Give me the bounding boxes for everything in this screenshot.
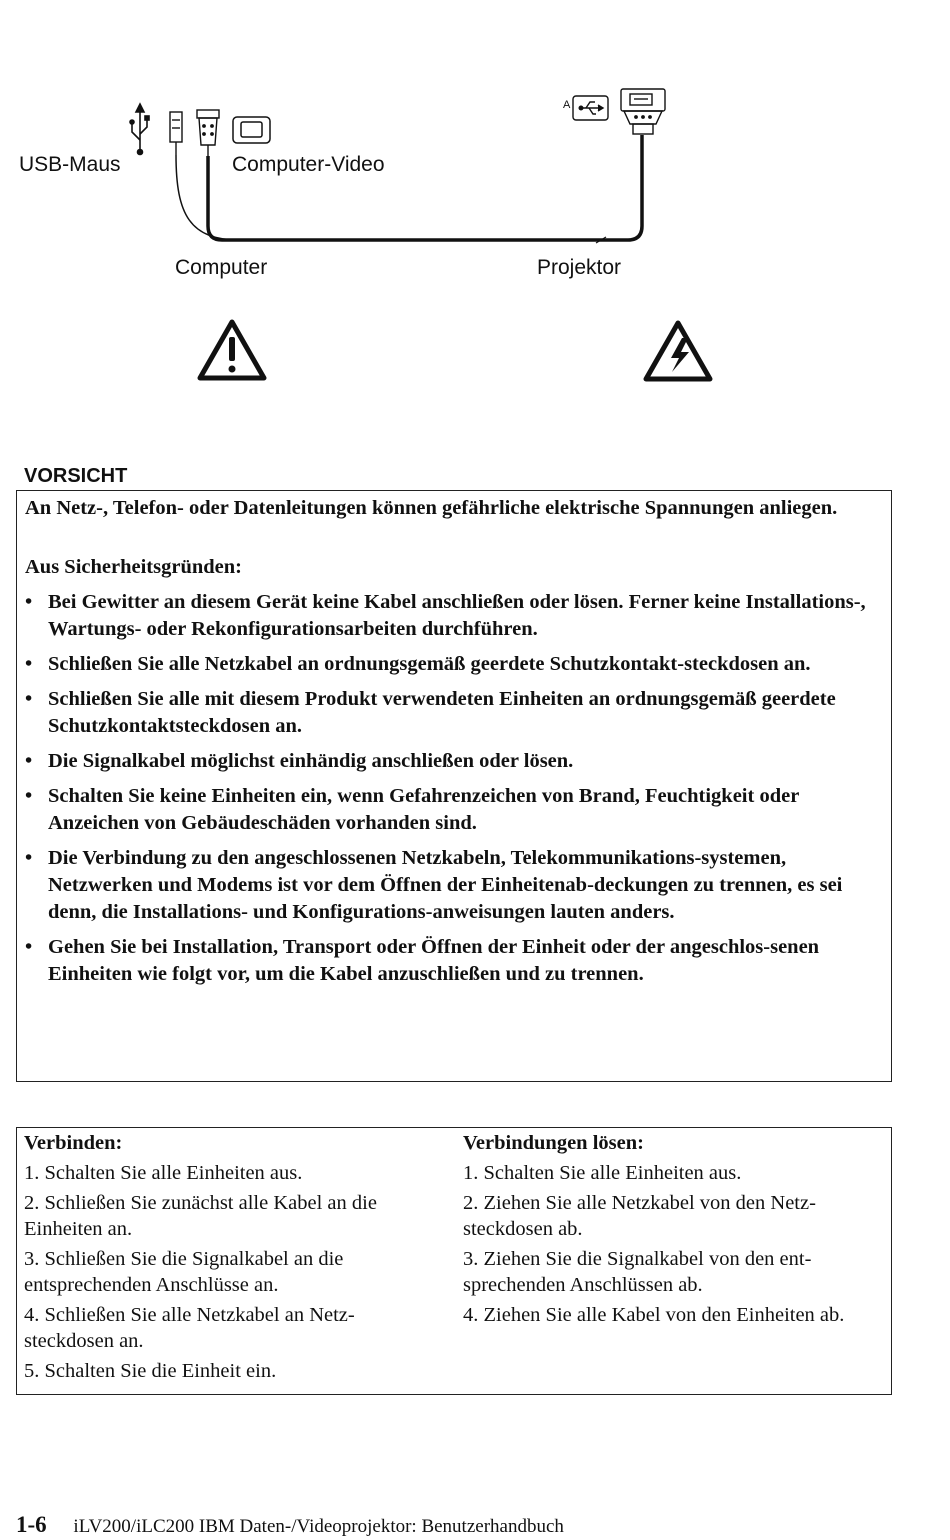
list-item: • Schließen Sie alle mit diesem Produkt verwendeten Einheiten an ordnungsgemäß geerdete Schutzkontaktsteckdosen an.	[25, 686, 881, 740]
m1-connector-icon	[621, 89, 665, 134]
electrical-hazard-icon	[646, 323, 710, 379]
usb-mouse-label: USB-Maus	[19, 153, 121, 176]
list-item: • Gehen Sie bei Installation, Transport oder Öffnen der Einheit oder der angeschlos-senen Einheiten wie folgt vor, um die Kabel anzuschließen und zu trennen.	[25, 934, 881, 988]
safety-list	[25, 589, 881, 988]
list-item: 1. Schalten Sie alle Einheiten aus.	[24, 1162, 303, 1184]
connect-heading: Verbinden:	[24, 1132, 123, 1154]
procedure-box	[16, 1127, 892, 1395]
list-item: • Bei Gewitter an diesem Gerät keine Kabel anschließen oder lösen. Ferner keine Installations-, Wartungs- oder Rekonfigurationsarbeiten durchführen.	[25, 589, 881, 643]
usb-port-icon	[573, 96, 608, 120]
page-number: 1-6	[16, 1512, 47, 1537]
list-item: • Schließen Sie alle Netzkabel an ordnungsgemäß geerdete Schutzkontakt-steckdosen an.	[25, 651, 881, 678]
disconnect-heading: Verbindungen lösen:	[463, 1132, 644, 1154]
list-item: 1. Schalten Sie alle Einheiten aus.	[463, 1162, 742, 1184]
caution-box	[16, 490, 892, 1082]
projector-label: Projektor	[537, 256, 622, 279]
list-item: 4. Ziehen Sie alle Kabel von den Einheiten ab.	[463, 1304, 845, 1326]
cables	[176, 135, 642, 243]
usb-icon	[130, 104, 149, 155]
port-a-label: A	[563, 99, 571, 111]
usb-connector-icon	[170, 112, 182, 155]
monitor-icon	[233, 117, 270, 143]
connection-diagram	[0, 0, 950, 400]
vga-connector-icon	[197, 110, 219, 156]
list-item: 4. Schließen Sie alle Netzkabel an Netz-steckdosen an.	[24, 1304, 355, 1352]
safety-heading: Aus Sicherheitsgründen:	[25, 556, 242, 578]
connection-diagram-svg	[0, 0, 950, 400]
list-item: 3. Ziehen Sie die Signalkabel von den ent-sprechenden Anschlüssen ab.	[463, 1248, 812, 1296]
computer-video-label: Computer-Video	[232, 153, 385, 176]
list-item: 5. Schalten Sie die Einheit ein.	[24, 1360, 277, 1382]
page-footer	[16, 1512, 564, 1538]
caution-heading: VORSICHT	[24, 465, 128, 487]
list-item: • Schalten Sie keine Einheiten ein, wenn Gefahrenzeichen von Brand, Feuchtigkeit oder Anzeichen von Gebäudeschäden vorhanden sind.	[25, 783, 881, 837]
caution-icon	[200, 322, 264, 378]
list-item: 2. Schließen Sie zunächst alle Kabel an die Einheiten an.	[24, 1192, 377, 1240]
list-item: 3. Schließen Sie die Signalkabel an die entsprechenden Anschlüsse an.	[24, 1248, 344, 1296]
computer-label: Computer	[175, 256, 268, 279]
caution-intro: An Netz-, Telefon- oder Datenleitungen können gefährliche elektrische Spannungen anliegen.	[25, 497, 838, 519]
list-item: • Die Signalkabel möglichst einhändig anschließen oder lösen.	[25, 748, 881, 775]
footer-title: iLV200/iLC200 IBM Daten-/Videoprojektor: Benutzerhandbuch	[73, 1516, 564, 1537]
list-item: • Die Verbindung zu den angeschlossenen Netzkabeln, Telekommunikations-systemen, Netzwerken und Modems ist vor dem Öffnen der Einheitenab-deckungen zu trennen, es sei denn, die Installations- und Konfigurations-anweisungen lauten anders.	[25, 845, 881, 926]
connect-column	[24, 1130, 424, 1388]
list-item: 2. Ziehen Sie alle Netzkabel von den Netz-steckdosen ab.	[463, 1192, 816, 1240]
disconnect-column	[463, 1130, 883, 1332]
